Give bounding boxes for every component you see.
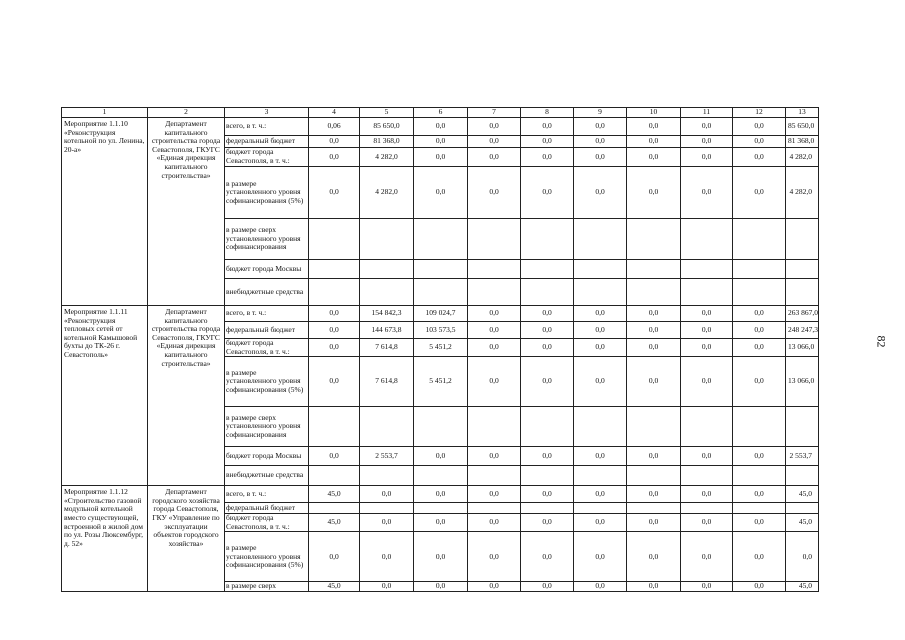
value-cell: 0,0 xyxy=(468,532,521,582)
column-header: 10 xyxy=(627,108,681,118)
value-cell xyxy=(309,503,360,514)
value-cell: 0,0 xyxy=(309,167,360,219)
value-cell: 0,0 xyxy=(574,118,627,136)
value-cell: 0,0 xyxy=(627,582,681,592)
funding-source: федеральный бюджет xyxy=(225,503,309,514)
value-cell xyxy=(574,466,627,486)
value-cell: 0,0 xyxy=(627,136,681,148)
value-cell xyxy=(360,219,414,260)
value-cell xyxy=(521,503,574,514)
value-cell: 0,0 xyxy=(309,136,360,148)
budget-table xyxy=(61,107,819,592)
value-cell: 0,0 xyxy=(468,306,521,322)
funding-source: внебюджетные средства xyxy=(225,466,309,486)
total-value xyxy=(786,466,819,486)
value-cell: 0,0 xyxy=(468,118,521,136)
value-cell xyxy=(309,219,360,260)
value-cell xyxy=(574,279,627,306)
value-cell xyxy=(627,407,681,447)
funding-source: федеральный бюджет xyxy=(225,322,309,339)
total-value: 4 282,0 xyxy=(786,167,819,219)
funding-source: всего, в т. ч.: xyxy=(225,306,309,322)
funding-source: всего, в т. ч.: xyxy=(225,486,309,503)
value-cell xyxy=(468,219,521,260)
value-cell: 0,0 xyxy=(574,136,627,148)
page-number: 82 xyxy=(874,335,889,348)
value-cell xyxy=(309,407,360,447)
value-cell: 0,0 xyxy=(468,136,521,148)
funding-source: бюджет города Москвы xyxy=(225,260,309,279)
column-header: 1 xyxy=(62,108,148,118)
value-cell: 0,0 xyxy=(360,532,414,582)
value-cell xyxy=(521,407,574,447)
funding-source: бюджет города Севастополя, в т. ч.: xyxy=(225,514,309,532)
value-cell xyxy=(309,279,360,306)
total-value: 13 066,0 xyxy=(786,339,819,357)
value-cell: 0,0 xyxy=(681,322,733,339)
value-cell: 0,0 xyxy=(468,322,521,339)
value-cell: 0,0 xyxy=(309,447,360,466)
value-cell xyxy=(733,407,786,447)
value-cell xyxy=(309,466,360,486)
funding-source: бюджет города Севастополя, в т. ч.: xyxy=(225,339,309,357)
value-cell: 0,0 xyxy=(468,582,521,592)
funding-source: в размере сверх установленного уровня софинансирования xyxy=(225,219,309,260)
value-cell: 0,0 xyxy=(574,148,627,167)
value-cell: 0,0 xyxy=(414,486,468,503)
value-cell: 0,0 xyxy=(733,118,786,136)
value-cell: 0,0 xyxy=(627,322,681,339)
value-cell xyxy=(360,407,414,447)
funding-source: в размере установленного уровня софинансирования (5%) xyxy=(225,167,309,219)
value-cell: 2 553,7 xyxy=(360,447,414,466)
value-cell: 0,0 xyxy=(468,447,521,466)
value-cell: 0,0 xyxy=(521,306,574,322)
value-cell: 0,0 xyxy=(681,136,733,148)
table-row xyxy=(62,486,819,503)
value-cell: 0,0 xyxy=(309,339,360,357)
total-value xyxy=(786,260,819,279)
value-cell xyxy=(574,407,627,447)
total-value: 13 066,0 xyxy=(786,357,819,407)
value-cell: 0,0 xyxy=(468,486,521,503)
column-header: 6 xyxy=(414,108,468,118)
value-cell: 85 650,0 xyxy=(360,118,414,136)
column-header: 4 xyxy=(309,108,360,118)
value-cell: 0,0 xyxy=(681,486,733,503)
value-cell: 81 368,0 xyxy=(360,136,414,148)
total-value: 45,0 xyxy=(786,582,819,592)
funding-source: в размере сверх установленного уровня софинансирования xyxy=(225,407,309,447)
value-cell xyxy=(468,407,521,447)
value-cell: 0,0 xyxy=(681,357,733,407)
value-cell xyxy=(414,260,468,279)
value-cell: 0,0 xyxy=(414,136,468,148)
total-value: 2 553,7 xyxy=(786,447,819,466)
value-cell xyxy=(733,279,786,306)
value-cell: 0,0 xyxy=(521,486,574,503)
value-cell: 0,0 xyxy=(521,148,574,167)
column-header: 3 xyxy=(225,108,309,118)
total-value: 45,0 xyxy=(786,486,819,503)
value-cell: 0,0 xyxy=(521,322,574,339)
column-header: 8 xyxy=(521,108,574,118)
funding-source: в размере установленного уровня софинансирования (5%) xyxy=(225,532,309,582)
value-cell: 0,0 xyxy=(521,357,574,407)
funding-source: бюджет города Севастополя, в т. ч.: xyxy=(225,148,309,167)
measure-name: Мероприятие 1.1.11 «Реконструкция тепловых сетей от котельной Камышовой бухты до ТК-26 г. Севастополь» xyxy=(62,306,148,486)
funding-source: в размере установленного уровня софинансирования (5%) xyxy=(225,357,309,407)
value-cell xyxy=(309,260,360,279)
value-cell xyxy=(414,407,468,447)
value-cell xyxy=(414,219,468,260)
value-cell: 0,0 xyxy=(733,357,786,407)
column-header: 7 xyxy=(468,108,521,118)
value-cell: 45,0 xyxy=(309,582,360,592)
executor-name: Департамент капитального строительства города Севастополя, ГКУГС «Единая дирекция капитального строительства» xyxy=(148,118,225,306)
value-cell: 0,0 xyxy=(574,447,627,466)
value-cell: 0,0 xyxy=(521,167,574,219)
value-cell xyxy=(574,503,627,514)
value-cell: 0,0 xyxy=(574,339,627,357)
value-cell xyxy=(521,260,574,279)
value-cell xyxy=(468,466,521,486)
value-cell xyxy=(414,279,468,306)
value-cell: 0,0 xyxy=(627,167,681,219)
value-cell xyxy=(681,466,733,486)
value-cell: 45,0 xyxy=(309,514,360,532)
value-cell: 0,0 xyxy=(681,306,733,322)
value-cell xyxy=(414,503,468,514)
value-cell xyxy=(627,260,681,279)
value-cell: 0,0 xyxy=(414,532,468,582)
value-cell: 0,0 xyxy=(627,486,681,503)
value-cell: 0,0 xyxy=(574,306,627,322)
total-value xyxy=(786,219,819,260)
value-cell: 5 451,2 xyxy=(414,339,468,357)
value-cell: 109 024,7 xyxy=(414,306,468,322)
value-cell: 103 573,5 xyxy=(414,322,468,339)
value-cell xyxy=(360,466,414,486)
value-cell: 0,0 xyxy=(681,148,733,167)
value-cell: 0,0 xyxy=(627,357,681,407)
value-cell xyxy=(681,407,733,447)
value-cell: 0,0 xyxy=(627,339,681,357)
value-cell: 0,0 xyxy=(733,532,786,582)
column-header: 11 xyxy=(681,108,733,118)
value-cell: 0,0 xyxy=(733,447,786,466)
total-value xyxy=(786,407,819,447)
value-cell: 0,0 xyxy=(681,447,733,466)
value-cell xyxy=(574,260,627,279)
value-cell: 0,0 xyxy=(627,532,681,582)
value-cell xyxy=(468,260,521,279)
value-cell: 0,0 xyxy=(309,532,360,582)
value-cell: 0,06 xyxy=(309,118,360,136)
value-cell xyxy=(521,219,574,260)
value-cell: 0,0 xyxy=(733,582,786,592)
value-cell: 0,0 xyxy=(681,582,733,592)
executor-name: Департамент капитального строительства города Севастополя, ГКУГС «Единая дирекция капитального строительства» xyxy=(148,306,225,486)
column-header: 9 xyxy=(574,108,627,118)
value-cell xyxy=(574,219,627,260)
value-cell: 0,0 xyxy=(627,118,681,136)
value-cell: 0,0 xyxy=(414,148,468,167)
value-cell: 7 614,8 xyxy=(360,357,414,407)
value-cell xyxy=(733,466,786,486)
value-cell: 0,0 xyxy=(414,118,468,136)
value-cell: 0,0 xyxy=(414,582,468,592)
value-cell xyxy=(521,279,574,306)
value-cell: 0,0 xyxy=(733,514,786,532)
value-cell xyxy=(681,279,733,306)
value-cell xyxy=(681,503,733,514)
measure-name: Мероприятие 1.1.10 «Реконструкция котельной по ул. Ленина, 20-а» xyxy=(62,118,148,306)
value-cell xyxy=(627,279,681,306)
value-cell: 0,0 xyxy=(733,322,786,339)
value-cell xyxy=(360,503,414,514)
header-row xyxy=(62,108,819,118)
value-cell: 4 282,0 xyxy=(360,148,414,167)
value-cell: 0,0 xyxy=(627,148,681,167)
value-cell xyxy=(414,466,468,486)
funding-source: в размере сверх xyxy=(225,582,309,592)
value-cell xyxy=(733,219,786,260)
total-value: 85 650,0 xyxy=(786,118,819,136)
total-value: 4 282,0 xyxy=(786,148,819,167)
value-cell: 0,0 xyxy=(733,339,786,357)
value-cell: 0,0 xyxy=(521,136,574,148)
value-cell: 0,0 xyxy=(309,148,360,167)
funding-source: всего, в т. ч.: xyxy=(225,118,309,136)
value-cell: 0,0 xyxy=(414,447,468,466)
measure-name: Мероприятие 1.1.12 «Строительство газовой модульной котельной вместо существующей, встроенной в жилой дом по ул. Розы Люксембург, д. 52» xyxy=(62,486,148,592)
value-cell xyxy=(627,503,681,514)
value-cell: 0,0 xyxy=(627,306,681,322)
value-cell xyxy=(681,260,733,279)
value-cell xyxy=(627,219,681,260)
value-cell xyxy=(521,466,574,486)
total-value xyxy=(786,279,819,306)
funding-source: федеральный бюджет xyxy=(225,136,309,148)
value-cell: 0,0 xyxy=(681,339,733,357)
value-cell: 0,0 xyxy=(468,339,521,357)
value-cell xyxy=(627,466,681,486)
value-cell: 0,0 xyxy=(733,306,786,322)
value-cell: 0,0 xyxy=(574,167,627,219)
value-cell: 7 614,8 xyxy=(360,339,414,357)
value-cell: 0,0 xyxy=(468,148,521,167)
value-cell: 45,0 xyxy=(309,486,360,503)
value-cell: 0,0 xyxy=(733,486,786,503)
value-cell xyxy=(681,219,733,260)
value-cell: 0,0 xyxy=(521,447,574,466)
value-cell: 0,0 xyxy=(468,167,521,219)
value-cell: 0,0 xyxy=(309,306,360,322)
column-header: 2 xyxy=(148,108,225,118)
value-cell: 0,0 xyxy=(733,136,786,148)
value-cell: 0,0 xyxy=(681,514,733,532)
total-value xyxy=(786,503,819,514)
value-cell: 0,0 xyxy=(521,582,574,592)
total-value: 81 368,0 xyxy=(786,136,819,148)
value-cell: 0,0 xyxy=(574,486,627,503)
value-cell: 0,0 xyxy=(733,167,786,219)
value-cell: 5 451,2 xyxy=(414,357,468,407)
value-cell: 144 673,8 xyxy=(360,322,414,339)
value-cell: 0,0 xyxy=(681,532,733,582)
value-cell: 0,0 xyxy=(521,532,574,582)
value-cell: 0,0 xyxy=(574,532,627,582)
value-cell xyxy=(360,279,414,306)
value-cell: 0,0 xyxy=(733,148,786,167)
value-cell: 0,0 xyxy=(627,514,681,532)
value-cell: 0,0 xyxy=(468,357,521,407)
table-row xyxy=(62,118,819,136)
value-cell: 0,0 xyxy=(681,118,733,136)
value-cell: 0,0 xyxy=(574,357,627,407)
value-cell: 0,0 xyxy=(360,486,414,503)
total-value: 248 247,3 xyxy=(786,322,819,339)
funding-source: бюджет города Москвы xyxy=(225,447,309,466)
value-cell: 0,0 xyxy=(521,339,574,357)
value-cell: 154 842,3 xyxy=(360,306,414,322)
value-cell: 0,0 xyxy=(521,118,574,136)
value-cell: 4 282,0 xyxy=(360,167,414,219)
value-cell xyxy=(733,503,786,514)
value-cell: 0,0 xyxy=(414,167,468,219)
value-cell: 0,0 xyxy=(414,514,468,532)
value-cell: 0,0 xyxy=(574,514,627,532)
value-cell xyxy=(468,503,521,514)
value-cell: 0,0 xyxy=(521,514,574,532)
value-cell: 0,0 xyxy=(574,582,627,592)
value-cell: 0,0 xyxy=(360,582,414,592)
value-cell: 0,0 xyxy=(360,514,414,532)
column-header: 13 xyxy=(786,108,819,118)
value-cell: 0,0 xyxy=(627,447,681,466)
table-row xyxy=(62,306,819,322)
total-value: 45,0 xyxy=(786,514,819,532)
value-cell xyxy=(360,260,414,279)
total-value: 263 867,0 xyxy=(786,306,819,322)
value-cell xyxy=(733,260,786,279)
value-cell: 0,0 xyxy=(574,322,627,339)
value-cell: 0,0 xyxy=(309,357,360,407)
funding-source: внебюджетные средства xyxy=(225,279,309,306)
table-body xyxy=(62,118,819,592)
column-header: 12 xyxy=(733,108,786,118)
column-header: 5 xyxy=(360,108,414,118)
value-cell xyxy=(468,279,521,306)
value-cell: 0,0 xyxy=(468,514,521,532)
value-cell: 0,0 xyxy=(309,322,360,339)
executor-name: Департамент городского хозяйства города Севастополя, ГКУ «Управление по эксплуатации объектов городского хозяйства» xyxy=(148,486,225,592)
value-cell: 0,0 xyxy=(681,167,733,219)
total-value: 0,0 xyxy=(786,532,819,582)
